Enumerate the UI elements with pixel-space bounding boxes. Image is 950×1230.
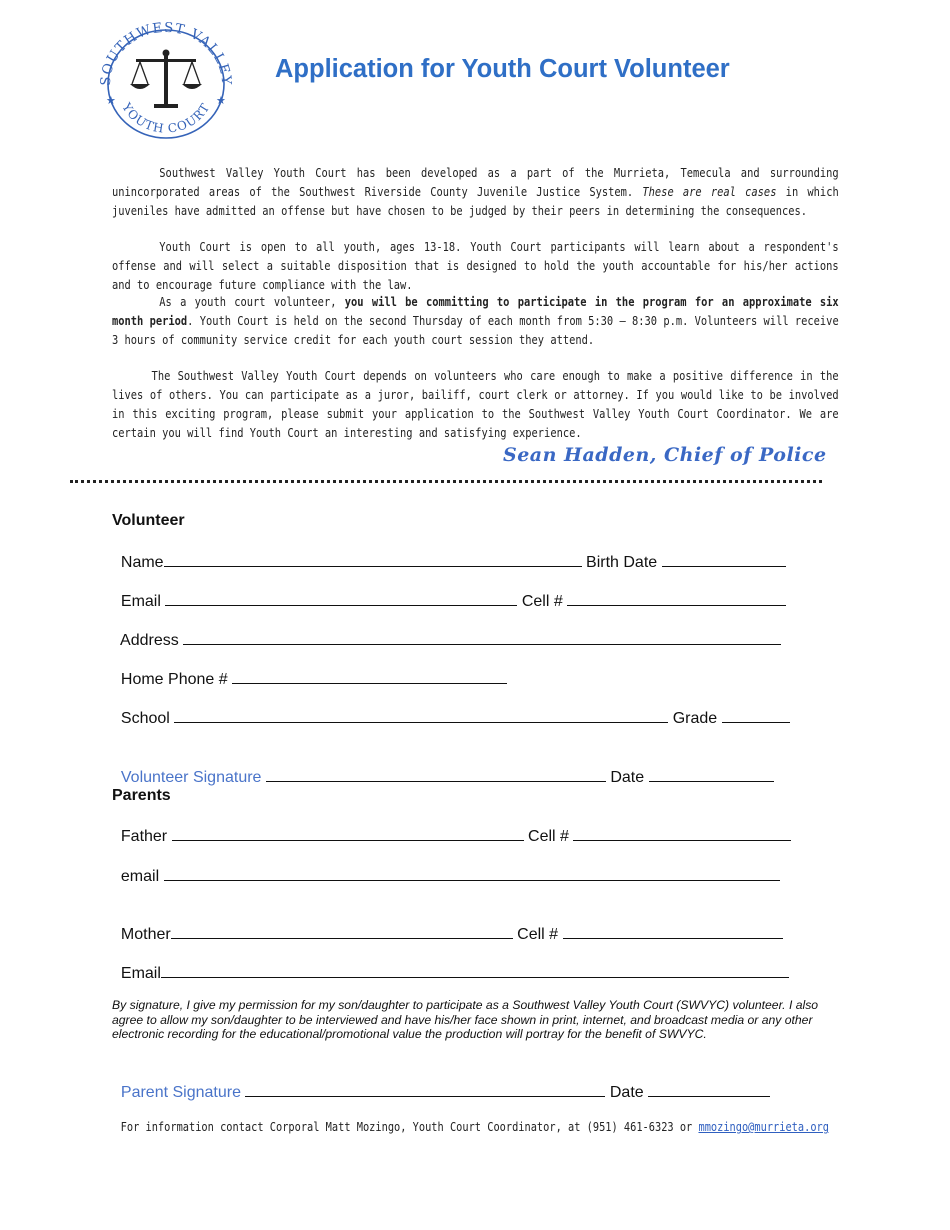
parent-date-label: Date (609, 1084, 644, 1101)
volunteer-heading: Volunteer (112, 512, 185, 529)
address-label: Address (120, 632, 179, 649)
father-row (112, 805, 791, 847)
parent-signature-label: Parent Signature (120, 1084, 241, 1101)
home-phone-row (112, 648, 507, 690)
coordinator-email-link[interactable]: mmozingo@murrieta.org (698, 1120, 830, 1134)
name-field[interactable] (164, 551, 582, 567)
consent-statement: By signature, I give my permission for my son/daughter to participate as a Southwest Valley Youth Court (SWVYC) volunteer. I also agree to allow my son/daughter to be interviewed and have his/her face shown in print, internet, and broadcast media or any other electronic recording for the educational/promotional value the production will portray for the benefit of SWVYC. (112, 998, 819, 1041)
intro-paragraph-4: The Southwest Valley Youth Court depends on volunteers who care enough to make a positive difference in the lives of others. You can participate as a juror, bailiff, court clerk or attorney. If you would like to be involved in this exciting program, please submit your application to the Southwest Valley Youth Court Coordinator. We are certain you will find Youth Court an interesting and satisfying experience. (112, 369, 839, 440)
email-label: Email (120, 593, 161, 610)
volunteer-date-field[interactable] (649, 766, 774, 782)
birth-date-field[interactable] (662, 551, 786, 567)
email-field[interactable] (165, 590, 517, 606)
father-cell-label: Cell # (528, 828, 569, 845)
volunteer-signature-row (112, 746, 774, 788)
dotted-divider (70, 480, 822, 483)
intro-paragraph-2: Youth Court is open to all youth, ages 13-18. Youth Court participants will learn about a respondent's offense and will select a suitable disposition that is designed to hold the youth accountable for his/her actions and to encourage future compliance with the law. (112, 240, 839, 292)
volunteer-signature-field[interactable] (266, 766, 606, 782)
grade-label: Grade (672, 710, 718, 727)
footer-contact (0, 1120, 950, 1134)
name-row (112, 531, 786, 573)
home-phone-label: Home Phone # (120, 671, 228, 688)
mother-email-label: Email (120, 965, 161, 982)
svg-text:★: ★ (216, 95, 226, 107)
school-row (112, 687, 790, 729)
home-phone-field[interactable] (232, 668, 507, 684)
address-row (112, 609, 781, 651)
parent-signature-row (112, 1061, 770, 1103)
youth-court-seal-logo (92, 20, 240, 144)
volunteer-signature-label: Volunteer Signature (120, 769, 262, 786)
name-label: Name (120, 554, 164, 571)
father-label: Father (120, 828, 168, 845)
scales-of-justice-icon (130, 50, 202, 109)
page-title: Application for Youth Court Volunteer (275, 55, 730, 83)
intro-paragraph-3: As a youth court volunteer, you will be committing to participate in the program for an approximate six month period. Youth Court is held on the second Thursday of each month from 5:30 – 8:30 p.m. Volunteers will receive 3 hours of community service credit for each youth court session they attend. (112, 295, 839, 347)
school-label: School (120, 710, 170, 727)
svg-text:★: ★ (106, 95, 116, 107)
father-email-label: email (120, 868, 160, 885)
mother-cell-field[interactable] (563, 923, 783, 939)
address-field[interactable] (183, 629, 781, 645)
birth-date-label: Birth Date (586, 554, 658, 571)
volunteer-date-label: Date (610, 769, 645, 786)
email-row (112, 570, 786, 612)
cell-field[interactable] (567, 590, 786, 606)
father-email-field[interactable] (164, 865, 780, 881)
parent-date-field[interactable] (648, 1081, 770, 1097)
logo-text-top: SOUTHWEST VALLEY (97, 20, 235, 87)
mother-email-field[interactable] (161, 962, 789, 978)
father-cell-field[interactable] (573, 825, 791, 841)
father-email-row (112, 845, 780, 887)
mother-field[interactable] (171, 923, 513, 939)
parents-heading: Parents (112, 787, 171, 804)
footer-text: For information contact Corporal Matt Mozingo, Youth Court Coordinator, at (951) 461-6323 or (120, 1120, 699, 1134)
mother-row (112, 903, 783, 945)
mother-cell-label: Cell # (517, 926, 559, 943)
intro-paragraph-1: Southwest Valley Youth Court has been developed as a part of the Murrieta, Temecula and surrounding unincorporated areas of the Southwest Riverside County Juvenile Justice System. These are real cases in which juveniles have admitted an offense but have chosen to be judged by their peers in determining the consequences. (112, 166, 839, 218)
chief-signature: Sean Hadden, Chief of Police (503, 444, 827, 466)
logo-text-bottom: YOUTH COURT (119, 100, 213, 136)
school-field[interactable] (174, 707, 668, 723)
mother-label: Mother (120, 926, 171, 943)
grade-field[interactable] (722, 707, 790, 723)
cell-label: Cell # (521, 593, 563, 610)
parent-signature-field[interactable] (245, 1081, 605, 1097)
mother-email-row (112, 942, 789, 984)
father-field[interactable] (172, 825, 524, 841)
